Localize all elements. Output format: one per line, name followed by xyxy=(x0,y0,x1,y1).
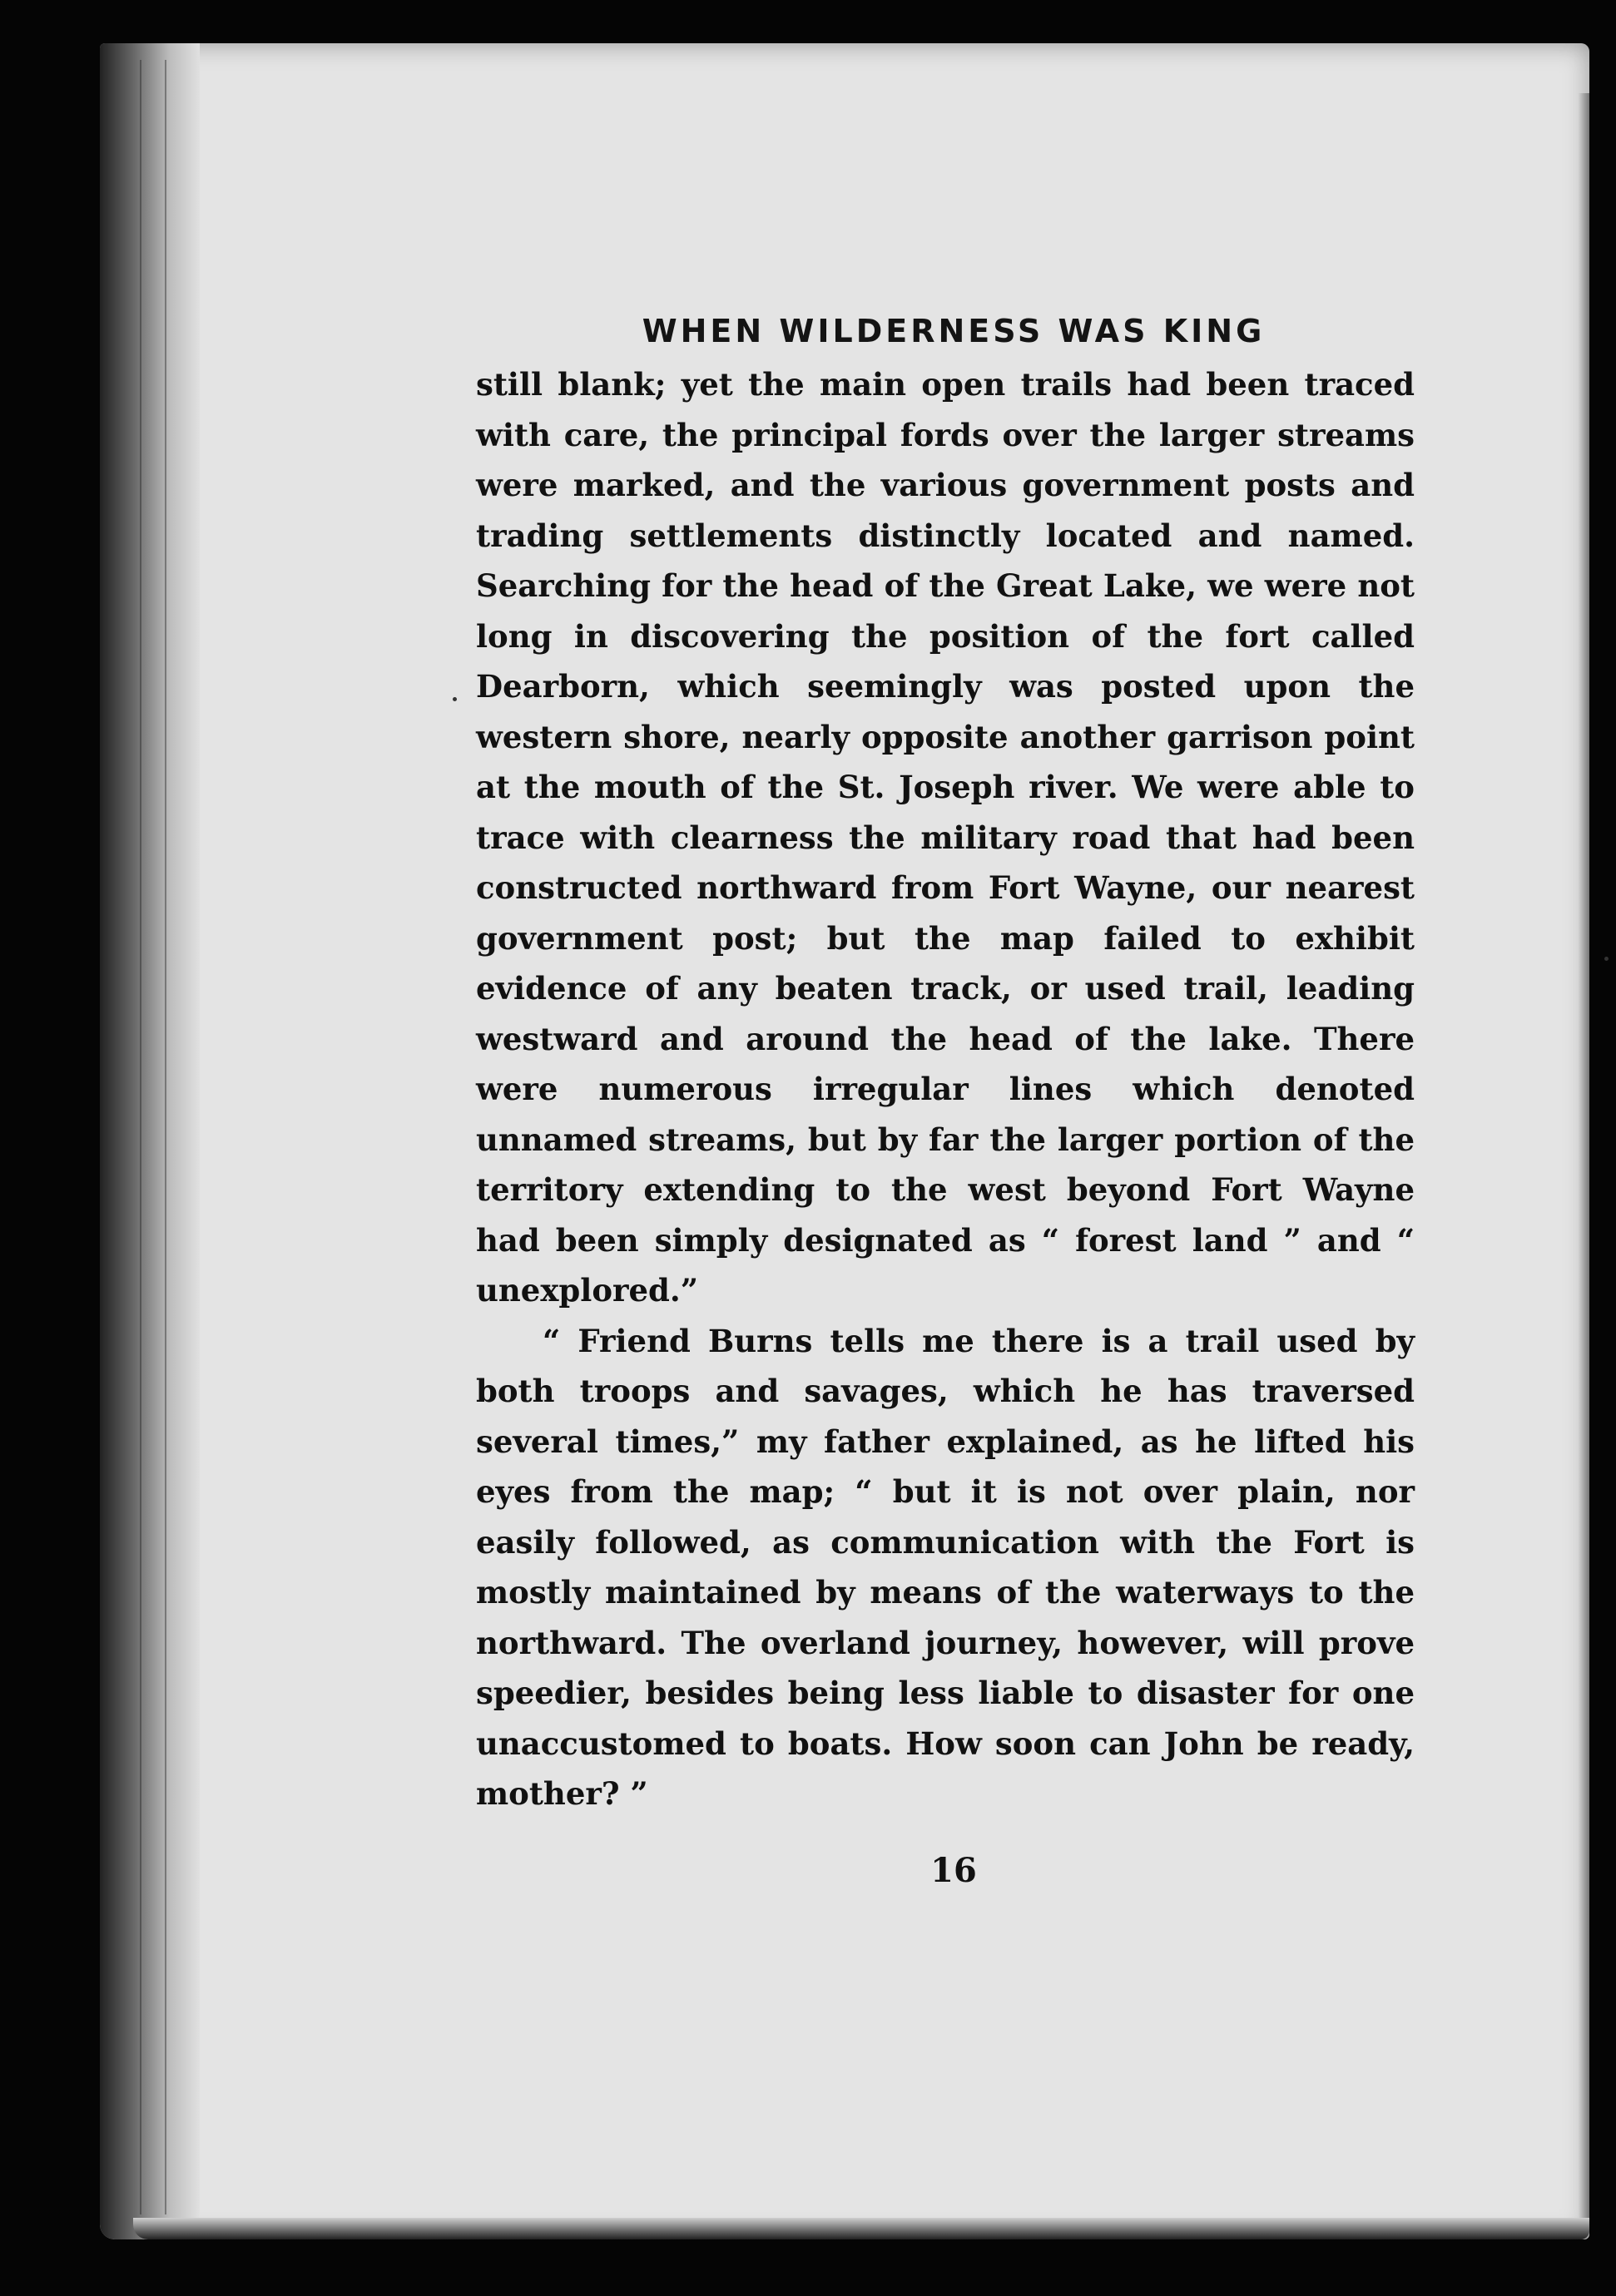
gutter-line xyxy=(140,60,141,2214)
print-speck xyxy=(453,697,457,701)
paragraph: “ Friend Burns tells me there is a trail used by both troops and savages, which he has traversed several times,” my father explained, as he lifted his eyes from the map; “ but it is not over plain, nor easily followed, as communication with the Fort is mostly maintained by means of the waterways to the northward. The overland journey, however, will prove speedier, besides being less liable to disaster for one unaccustomed to boats. How soon can John be ready, mother? ” xyxy=(476,1322,1415,1812)
paragraph: still blank; yet the main open trails had been traced with care, the principal fords over the larger streams were marked, and the various government posts and trading settlements distinctly located and named. Searching for the head of the Great Lake, we were not long in discovering the position of the fort called Dearborn, which seemingly was posted upon the western shore, nearly opposite another garrison point at the mouth of the St. Joseph river. We were able to trace with clearness the military road that had been constructed northward from Fort Wayne, our nearest government post; but the map failed to exhibit evidence of any beaten track, or used trail, leading westward and around the head of the lake. There were numerous irregular lines which denoted unnamed streams, but by far the larger portion of the territory extending to the west beyond Fort Wayne had been simply designated as “ forest land ” and “ unexplored.” xyxy=(476,366,1415,1309)
text-column xyxy=(476,313,1415,1890)
print-speck xyxy=(1604,957,1609,961)
page-right-edge xyxy=(1578,93,1589,2223)
page-number: 16 xyxy=(930,1850,977,1890)
gutter-line xyxy=(165,60,166,2214)
running-head: WHEN WILDERNESS WAS KING xyxy=(642,313,1266,349)
page-bottom-edge xyxy=(133,2218,1589,2239)
binding-gutter xyxy=(100,43,200,2239)
